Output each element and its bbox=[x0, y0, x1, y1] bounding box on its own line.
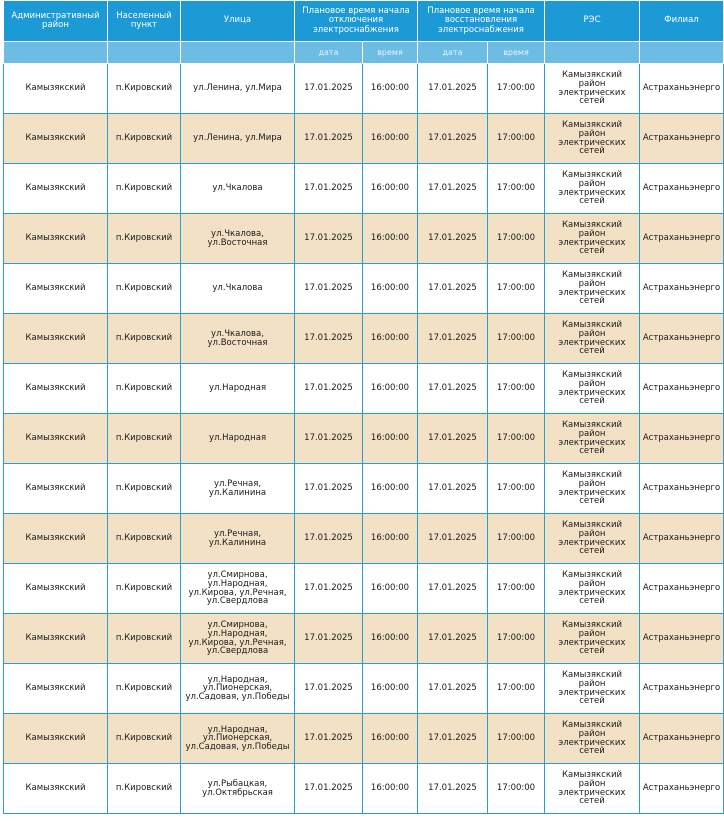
cell-branch: Астраханьэнерго bbox=[640, 714, 724, 764]
cell-restore-date: 17.01.2025 bbox=[418, 764, 488, 814]
cell-outage-date: 17.01.2025 bbox=[295, 364, 363, 414]
cell-outage-date: 17.01.2025 bbox=[295, 664, 363, 714]
cell-outage-time: 16:00:00 bbox=[363, 614, 418, 664]
cell-street: ул.Рыбацкая, ул.Октябрьская bbox=[181, 764, 295, 814]
cell-outage-time: 16:00:00 bbox=[363, 514, 418, 564]
outage-schedule-table bbox=[3, 0, 724, 814]
cell-locality: п.Кировский bbox=[108, 114, 181, 164]
cell-street: ул.Ленина, ул.Мира bbox=[181, 64, 295, 114]
cell-street: ул.Народная bbox=[181, 414, 295, 464]
table-row bbox=[4, 464, 724, 514]
cell-outage-time: 16:00:00 bbox=[363, 664, 418, 714]
subheader-empty bbox=[181, 42, 295, 64]
cell-res: Камызякский район электрических сетей bbox=[545, 214, 640, 264]
table-row bbox=[4, 414, 724, 464]
cell-district: Камызякский bbox=[4, 314, 108, 364]
cell-district: Камызякский bbox=[4, 64, 108, 114]
cell-district: Камызякский bbox=[4, 414, 108, 464]
cell-outage-time: 16:00:00 bbox=[363, 764, 418, 814]
cell-restore-date: 17.01.2025 bbox=[418, 514, 488, 564]
cell-restore-date: 17.01.2025 bbox=[418, 64, 488, 114]
cell-locality: п.Кировский bbox=[108, 264, 181, 314]
cell-branch: Астраханьэнерго bbox=[640, 764, 724, 814]
cell-district: Камызякский bbox=[4, 764, 108, 814]
cell-street: ул.Чкалова bbox=[181, 164, 295, 214]
cell-res: Камызякский район электрических сетей bbox=[545, 464, 640, 514]
cell-locality: п.Кировский bbox=[108, 364, 181, 414]
header-branch: Филиал bbox=[640, 1, 724, 42]
cell-restore-time: 17:00:00 bbox=[488, 164, 545, 214]
cell-restore-time: 17:00:00 bbox=[488, 614, 545, 664]
header-street: Улица bbox=[181, 1, 295, 42]
cell-restore-time: 17:00:00 bbox=[488, 264, 545, 314]
cell-outage-time: 16:00:00 bbox=[363, 114, 418, 164]
cell-locality: п.Кировский bbox=[108, 214, 181, 264]
table-row bbox=[4, 214, 724, 264]
cell-branch: Астраханьэнерго bbox=[640, 464, 724, 514]
header-district: Административный район bbox=[4, 1, 108, 42]
cell-res: Камызякский район электрических сетей bbox=[545, 164, 640, 214]
cell-restore-date: 17.01.2025 bbox=[418, 664, 488, 714]
table-row bbox=[4, 664, 724, 714]
subheader-empty bbox=[108, 42, 181, 64]
cell-outage-date: 17.01.2025 bbox=[295, 264, 363, 314]
cell-res: Камызякский район электрических сетей bbox=[545, 514, 640, 564]
cell-outage-time: 16:00:00 bbox=[363, 164, 418, 214]
subheader-empty bbox=[640, 42, 724, 64]
cell-outage-time: 16:00:00 bbox=[363, 214, 418, 264]
cell-restore-date: 17.01.2025 bbox=[418, 564, 488, 614]
cell-branch: Астраханьэнерго bbox=[640, 514, 724, 564]
cell-outage-date: 17.01.2025 bbox=[295, 514, 363, 564]
cell-outage-date: 17.01.2025 bbox=[295, 464, 363, 514]
subheader-empty bbox=[4, 42, 108, 64]
cell-restore-date: 17.01.2025 bbox=[418, 314, 488, 364]
subheader-on-time: время bbox=[488, 42, 545, 64]
cell-branch: Астраханьэнерго bbox=[640, 614, 724, 664]
cell-res: Камызякский район электрических сетей bbox=[545, 664, 640, 714]
cell-res: Камызякский район электрических сетей bbox=[545, 64, 640, 114]
cell-res: Камызякский район электрических сетей bbox=[545, 414, 640, 464]
cell-restore-time: 17:00:00 bbox=[488, 214, 545, 264]
cell-restore-date: 17.01.2025 bbox=[418, 364, 488, 414]
subheader-empty bbox=[545, 42, 640, 64]
cell-restore-time: 17:00:00 bbox=[488, 314, 545, 364]
subheader-on-date: дата bbox=[418, 42, 488, 64]
cell-res: Камызякский район электрических сетей bbox=[545, 714, 640, 764]
cell-locality: п.Кировский bbox=[108, 164, 181, 214]
cell-outage-date: 17.01.2025 bbox=[295, 564, 363, 614]
cell-branch: Астраханьэнерго bbox=[640, 214, 724, 264]
cell-res: Камызякский район электрических сетей bbox=[545, 614, 640, 664]
cell-street: ул.Ленина, ул.Мира bbox=[181, 114, 295, 164]
cell-res: Камызякский район электрических сетей bbox=[545, 114, 640, 164]
cell-outage-date: 17.01.2025 bbox=[295, 64, 363, 114]
cell-locality: п.Кировский bbox=[108, 464, 181, 514]
cell-restore-time: 17:00:00 bbox=[488, 414, 545, 464]
cell-restore-time: 17:00:00 bbox=[488, 764, 545, 814]
cell-street: ул.Чкалова bbox=[181, 264, 295, 314]
subheader-off-time: время bbox=[363, 42, 418, 64]
cell-street: ул.Речная, ул.Калинина bbox=[181, 514, 295, 564]
cell-locality: п.Кировский bbox=[108, 64, 181, 114]
cell-locality: п.Кировский bbox=[108, 414, 181, 464]
cell-district: Камызякский bbox=[4, 464, 108, 514]
cell-outage-date: 17.01.2025 bbox=[295, 714, 363, 764]
cell-branch: Астраханьэнерго bbox=[640, 164, 724, 214]
cell-branch: Астраханьэнерго bbox=[640, 264, 724, 314]
cell-branch: Астраханьэнерго bbox=[640, 564, 724, 614]
cell-district: Камызякский bbox=[4, 164, 108, 214]
header-row bbox=[4, 1, 724, 42]
cell-res: Камызякский район электрических сетей bbox=[545, 764, 640, 814]
cell-restore-time: 17:00:00 bbox=[488, 464, 545, 514]
table-row bbox=[4, 714, 724, 764]
cell-locality: п.Кировский bbox=[108, 314, 181, 364]
cell-branch: Астраханьэнерго bbox=[640, 314, 724, 364]
cell-locality: п.Кировский bbox=[108, 514, 181, 564]
table-row bbox=[4, 164, 724, 214]
cell-res: Камызякский район электрических сетей bbox=[545, 364, 640, 414]
cell-locality: п.Кировский bbox=[108, 664, 181, 714]
cell-restore-time: 17:00:00 bbox=[488, 664, 545, 714]
cell-outage-time: 16:00:00 bbox=[363, 314, 418, 364]
table-row bbox=[4, 514, 724, 564]
cell-district: Камызякский bbox=[4, 564, 108, 614]
cell-restore-time: 17:00:00 bbox=[488, 714, 545, 764]
cell-res: Камызякский район электрических сетей bbox=[545, 314, 640, 364]
table-row bbox=[4, 614, 724, 664]
cell-restore-date: 17.01.2025 bbox=[418, 114, 488, 164]
cell-outage-date: 17.01.2025 bbox=[295, 614, 363, 664]
subheader-row bbox=[4, 42, 724, 64]
cell-street: ул.Речная, ул.Калинина bbox=[181, 464, 295, 514]
cell-restore-time: 17:00:00 bbox=[488, 64, 545, 114]
cell-street: ул.Смирнова, ул.Народная, ул.Кирова, ул.Речная, ул.Свердлова bbox=[181, 614, 295, 664]
cell-district: Камызякский bbox=[4, 364, 108, 414]
cell-district: Камызякский bbox=[4, 114, 108, 164]
cell-res: Камызякский район электрических сетей bbox=[545, 564, 640, 614]
cell-restore-date: 17.01.2025 bbox=[418, 414, 488, 464]
header-restore-start: Плановое время начала восстановления электроснабжения bbox=[418, 1, 545, 42]
cell-restore-date: 17.01.2025 bbox=[418, 614, 488, 664]
cell-outage-date: 17.01.2025 bbox=[295, 414, 363, 464]
table-row bbox=[4, 64, 724, 114]
cell-locality: п.Кировский bbox=[108, 714, 181, 764]
cell-restore-date: 17.01.2025 bbox=[418, 214, 488, 264]
table-row bbox=[4, 364, 724, 414]
cell-restore-time: 17:00:00 bbox=[488, 564, 545, 614]
cell-street: ул.Народная bbox=[181, 364, 295, 414]
cell-street: ул.Смирнова, ул.Народная, ул.Кирова, ул.Речная, ул.Свердлова bbox=[181, 564, 295, 614]
cell-outage-date: 17.01.2025 bbox=[295, 764, 363, 814]
cell-locality: п.Кировский bbox=[108, 764, 181, 814]
cell-restore-date: 17.01.2025 bbox=[418, 464, 488, 514]
cell-restore-time: 17:00:00 bbox=[488, 114, 545, 164]
cell-outage-time: 16:00:00 bbox=[363, 714, 418, 764]
cell-street: ул.Народная, ул.Пионерская, ул.Садовая, ул.Победы bbox=[181, 664, 295, 714]
header-res: РЭС bbox=[545, 1, 640, 42]
cell-restore-date: 17.01.2025 bbox=[418, 264, 488, 314]
cell-res: Камызякский район электрических сетей bbox=[545, 264, 640, 314]
cell-restore-date: 17.01.2025 bbox=[418, 714, 488, 764]
table-row bbox=[4, 114, 724, 164]
cell-street: ул.Народная, ул.Пионерская, ул.Садовая, ул.Победы bbox=[181, 714, 295, 764]
cell-district: Камызякский bbox=[4, 664, 108, 714]
cell-branch: Астраханьэнерго bbox=[640, 64, 724, 114]
cell-district: Камызякский bbox=[4, 514, 108, 564]
cell-outage-date: 17.01.2025 bbox=[295, 214, 363, 264]
cell-district: Камызякский bbox=[4, 214, 108, 264]
cell-street: ул.Чкалова, ул.Восточная bbox=[181, 314, 295, 364]
cell-branch: Астраханьэнерго bbox=[640, 664, 724, 714]
header-locality: Населенный пункт bbox=[108, 1, 181, 42]
cell-district: Камызякский bbox=[4, 264, 108, 314]
header-outage-start: Плановое время начала отключения электроснабжения bbox=[295, 1, 418, 42]
cell-locality: п.Кировский bbox=[108, 564, 181, 614]
table-row bbox=[4, 764, 724, 814]
cell-outage-time: 16:00:00 bbox=[363, 414, 418, 464]
cell-outage-date: 17.01.2025 bbox=[295, 314, 363, 364]
table-row bbox=[4, 564, 724, 614]
cell-restore-time: 17:00:00 bbox=[488, 364, 545, 414]
cell-outage-time: 16:00:00 bbox=[363, 564, 418, 614]
cell-locality: п.Кировский bbox=[108, 614, 181, 664]
cell-district: Камызякский bbox=[4, 714, 108, 764]
table-row bbox=[4, 314, 724, 364]
cell-outage-time: 16:00:00 bbox=[363, 464, 418, 514]
cell-outage-time: 16:00:00 bbox=[363, 64, 418, 114]
cell-restore-date: 17.01.2025 bbox=[418, 164, 488, 214]
cell-outage-time: 16:00:00 bbox=[363, 364, 418, 414]
table-body bbox=[4, 64, 724, 814]
cell-outage-time: 16:00:00 bbox=[363, 264, 418, 314]
cell-street: ул.Чкалова, ул.Восточная bbox=[181, 214, 295, 264]
cell-outage-date: 17.01.2025 bbox=[295, 114, 363, 164]
cell-branch: Астраханьэнерго bbox=[640, 414, 724, 464]
cell-branch: Астраханьэнерго bbox=[640, 364, 724, 414]
subheader-off-date: дата bbox=[295, 42, 363, 64]
cell-branch: Астраханьэнерго bbox=[640, 114, 724, 164]
cell-district: Камызякский bbox=[4, 614, 108, 664]
cell-outage-date: 17.01.2025 bbox=[295, 164, 363, 214]
cell-restore-time: 17:00:00 bbox=[488, 514, 545, 564]
table-row bbox=[4, 264, 724, 314]
